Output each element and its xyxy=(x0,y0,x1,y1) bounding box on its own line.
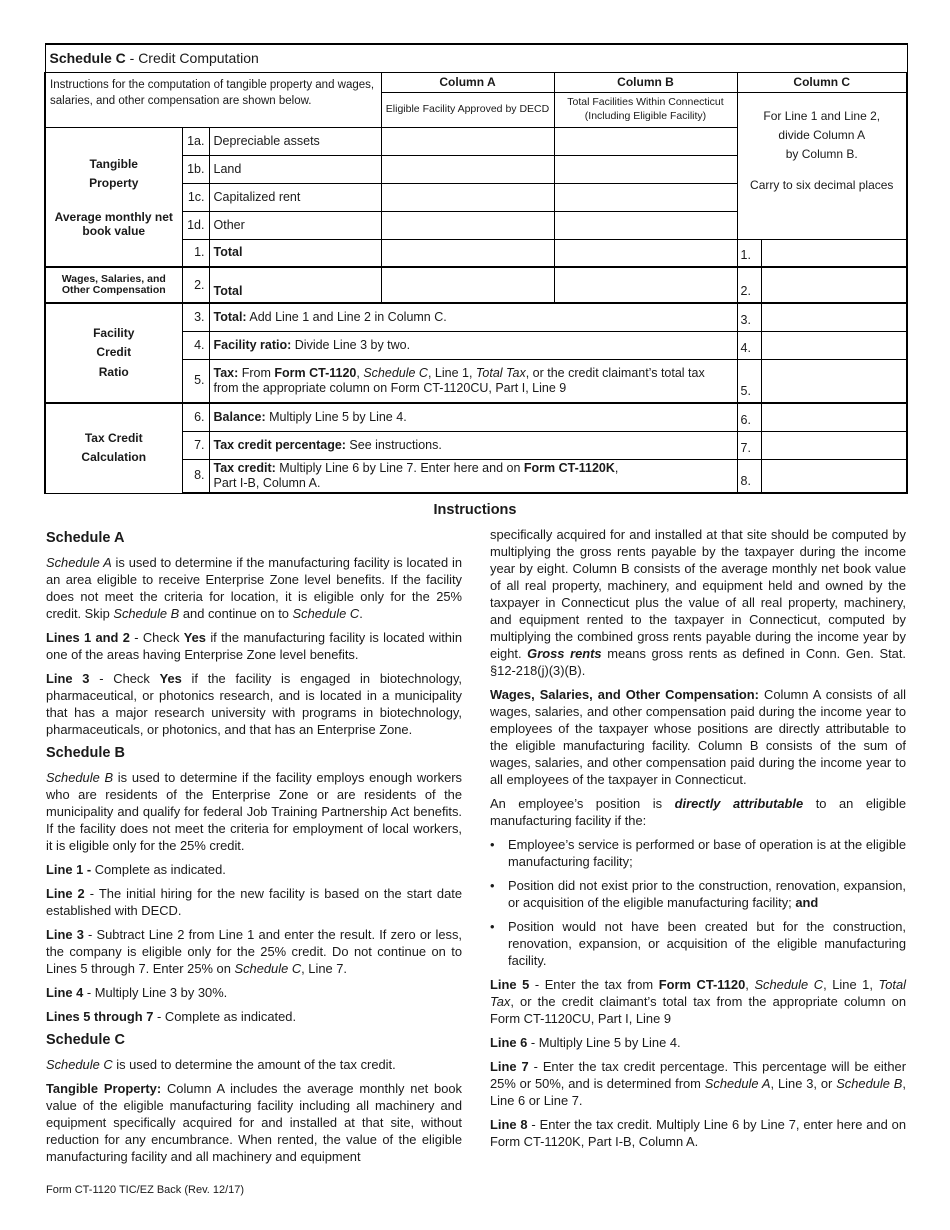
column-b-header: Column B xyxy=(554,72,737,92)
line-1b-column-b-field[interactable] xyxy=(554,155,737,183)
schedule-c-table xyxy=(44,43,908,494)
form-footer: Form CT-1120 TIC/EZ Back (Rev. 12/17) xyxy=(46,1184,245,1196)
line-number: 2. xyxy=(737,267,761,303)
schedule-b-heading: Schedule B xyxy=(46,745,125,761)
group-tax-credit-calculation: Tax Credit Calculation xyxy=(45,403,182,493)
paragraph: Line 3 - Subtract Line 2 from Line 1 and enter the result. If zero or less, the company is eligible only for the 25% credit. Do not continue on to Lines 5 through 7. Enter 25% on Schedule C, Line 7. xyxy=(46,927,462,976)
line-number: 4. xyxy=(737,331,761,359)
line-1a-column-a-field[interactable] xyxy=(381,127,554,155)
column-a-header: Column A xyxy=(381,72,554,92)
column-c-header: Column C xyxy=(737,72,907,92)
line-description: Depreciable assets xyxy=(209,127,381,155)
paragraph: Line 4 - Multiply Line 3 by 30%. xyxy=(46,985,228,1000)
line-2-column-b-field[interactable] xyxy=(554,267,737,303)
group-tangible-property: Tangible Property Average monthly net book value xyxy=(45,127,182,267)
paragraph: Schedule A is used to determine if the manufacturing facility is located in an area eligible to receive Enterprise Zone level benefits. If the facility does not meet the criteria for location, it is eligible only for the 25% credit. Skip Schedule B and continue on to Schedule C. xyxy=(46,555,462,621)
line-1b-column-a-field[interactable] xyxy=(381,155,554,183)
paragraph: Line 8 - Enter the tax credit. Multiply Line 6 by Line 7, enter here and on Form CT-1120K, Part I-B, Column A. xyxy=(490,1117,906,1149)
group-facility-credit-ratio: Facility Credit Ratio xyxy=(45,303,182,403)
line-number: 3. xyxy=(182,303,209,331)
criteria-list xyxy=(490,836,906,969)
paragraph: Line 7 - Enter the tax credit percentage. This percentage will be either 25% or 50%, and is determined from Schedule A, Line 3, or Schedule B, Line 6 or Line 7. xyxy=(490,1059,906,1108)
list-item: • Position did not exist prior to the construction, renovation, expansion, or acquisition of the eligible manufacturing facility; and xyxy=(490,877,906,911)
paragraph: An employee’s position is directly attributable to an eligible manufacturing facility if the: xyxy=(490,796,907,828)
paragraph: Line 3 - Check Yes if the facility is engaged in biotechnology, pharmaceutical, or photonics research, and is located in a municipality that has a major research university with programs in biotechnology, pharmaceuticals, or photonics, and that has an Enterprise Zone. xyxy=(46,671,463,737)
line-description: Capitalized rent xyxy=(209,183,381,211)
line-description: Land xyxy=(209,155,381,183)
line-1-column-c-field[interactable] xyxy=(761,239,907,267)
line-2-column-c-field[interactable] xyxy=(761,267,907,303)
line-number: 4. xyxy=(182,331,209,359)
instructions-title: Instructions xyxy=(433,502,517,518)
line-number: 1. xyxy=(182,239,209,267)
schedule-a-heading: Schedule A xyxy=(46,530,125,546)
line-number: 1b. xyxy=(182,155,209,183)
paragraph: specifically acquired for and installed at that site should be computed by multiplying the gross rents payable by the taxpayer during the income year by eight. Column B consists of the average monthly net book value of all real property, machinery, and equipment held and owned by the taxpayer in Connecticut plus the value of all real property, machinery, and equipment rented to the taxpayer in Connecticut, computed by multiplying the combined gross rents payable during the income year by eight. Gross rents means gross rents as defined in Conn. Gen. Stat. §12-218(j)(3)(B). xyxy=(490,527,906,678)
line-8-column-c-field[interactable] xyxy=(761,459,907,493)
schedule-c-title: Schedule C - Credit Computation xyxy=(45,44,907,72)
line-4-column-c-field[interactable] xyxy=(761,331,907,359)
line-1c-column-b-field[interactable] xyxy=(554,183,737,211)
line-1-column-a-field[interactable] xyxy=(381,239,554,267)
line-5-column-c-field[interactable] xyxy=(761,359,907,403)
instructions-left-column xyxy=(46,526,462,1172)
line-number: 8. xyxy=(737,459,761,493)
line-number: 3. xyxy=(737,303,761,331)
paragraph: Lines 1 and 2 - Check Yes if the manufacturing facility is located within one of the areas having Enterprise Zone level benefits. xyxy=(46,630,462,662)
line-number: 6. xyxy=(182,403,209,431)
line-number: 5. xyxy=(737,359,761,403)
column-b-description: Total Facilities Within Connecticut (Including Eligible Facility) xyxy=(554,92,737,127)
line-description: Total xyxy=(209,267,381,303)
paragraph: Line 2 - The initial hiring for the new facility is based on the start date established with DECD. xyxy=(46,886,463,918)
line-number: 1a. xyxy=(182,127,209,155)
line-description: Other xyxy=(209,211,381,239)
column-a-description: Eligible Facility Approved by DECD xyxy=(381,92,554,127)
paragraph: Line 6 - Multiply Line 5 by Line 4. xyxy=(490,1035,681,1050)
line-number: 7. xyxy=(182,431,209,459)
paragraph: Wages, Salaries, and Other Compensation: Column A consists of all wages, salaries, and other compensation paid during the income year to employees of the taxpayer whose positions are directly attributable to the eligible manufacturing facility. Column B consists of the sum of wages, salaries, and other compensation paid during the income year to all employees of the taxpayer in Connecticut. xyxy=(490,687,907,787)
paragraph: Line 5 - Enter the tax from Form CT-1120, Schedule C, Line 1, Total Tax, or the credit claimant’s total tax from the appropriate column on Form CT-1120CU, Part I, Line 9 xyxy=(490,977,906,1026)
line-number: 1. xyxy=(737,239,761,267)
line-description: Tax: From Form CT-1120, Schedule C, Line 1, Total Tax, or the credit claimant’s total tax from the appropriate column on Form CT-1120CU, Part I, Line 9 xyxy=(209,359,737,403)
line-description: Total xyxy=(209,239,381,267)
list-item: • Employee’s service is performed or base of operation is at the eligible manufacturing facility; xyxy=(490,836,906,870)
line-number: 1d. xyxy=(182,211,209,239)
line-number: 6. xyxy=(737,403,761,431)
schedule-c-instructions: Instructions for the computation of tangible property and wages, salaries, and other compensation are shown below. xyxy=(45,72,381,127)
paragraph: Schedule B is used to determine if the facility employs enough workers who are residents of the Enterprise Zone or are residents of the municipality and qualify for federal Job Training Partnership Act benefits. If the facility does not meet the criteria for employment of local workers, it is eligible only for the 25% credit. xyxy=(46,770,462,853)
line-number: 7. xyxy=(737,431,761,459)
line-6-column-c-field[interactable] xyxy=(761,403,907,431)
paragraph: Tangible Property: Column A includes the average monthly net book value of the eligible manufacturing facility including all machinery and equipment specifically acquired for and installed at that site, without reduction for any encumbrance. When rented, the value of the eligible manufacturing facility and all machinery and equipment xyxy=(46,1081,462,1164)
line-number: 2. xyxy=(182,267,209,303)
line-1c-column-a-field[interactable] xyxy=(381,183,554,211)
line-number: 5. xyxy=(182,359,209,403)
group-wages: Wages, Salaries, and Other Compensation xyxy=(45,267,182,303)
line-2-column-a-field[interactable] xyxy=(381,267,554,303)
paragraph: Schedule C is used to determine the amount of the tax credit. xyxy=(46,1057,396,1072)
line-1d-column-a-field[interactable] xyxy=(381,211,554,239)
line-number: 8. xyxy=(182,459,209,493)
line-7-column-c-field[interactable] xyxy=(761,431,907,459)
line-description: Facility ratio: Divide Line 3 by two. xyxy=(209,331,737,359)
line-1-column-b-field[interactable] xyxy=(554,239,737,267)
line-description: Tax credit: Multiply Line 6 by Line 7. Enter here and on Form CT-1120K, Part I-B, Column A. xyxy=(209,459,737,493)
line-description: Tax credit percentage: See instructions. xyxy=(209,431,737,459)
instructions-right-column xyxy=(490,526,906,1157)
paragraph: Line 1 - Complete as indicated. xyxy=(46,862,226,877)
list-item: • Position would not have been created but for the construction, renovation, expansion, or acquisition of the eligible manufacturing facility. xyxy=(490,918,906,969)
line-number: 1c. xyxy=(182,183,209,211)
column-c-note: For Line 1 and Line 2, divide Column A by Column B. Carry to six decimal places xyxy=(737,92,907,239)
paragraph: Lines 5 through 7 - Complete as indicated. xyxy=(46,1009,297,1024)
line-3-column-c-field[interactable] xyxy=(761,303,907,331)
line-description: Total: Add Line 1 and Line 2 in Column C. xyxy=(209,303,737,331)
line-1d-column-b-field[interactable] xyxy=(554,211,737,239)
schedule-c-heading: Schedule C xyxy=(46,1032,125,1048)
line-1a-column-b-field[interactable] xyxy=(554,127,737,155)
line-description: Balance: Multiply Line 5 by Line 4. xyxy=(209,403,737,431)
